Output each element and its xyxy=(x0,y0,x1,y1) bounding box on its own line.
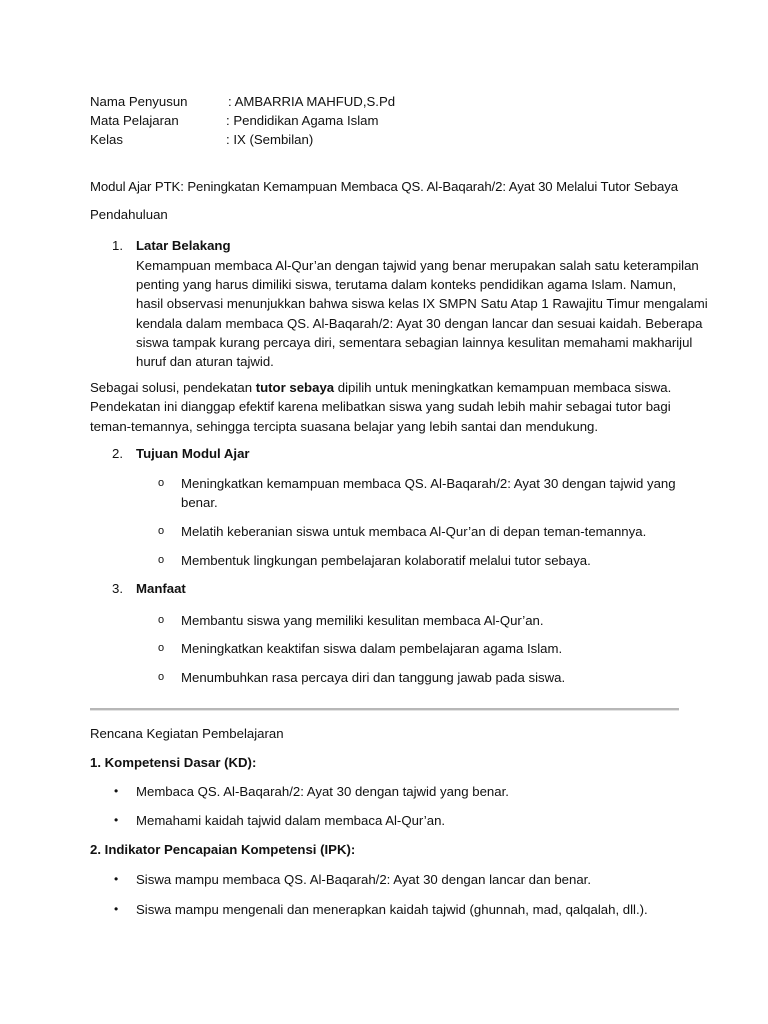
bullet-icon: • xyxy=(114,872,119,886)
background-line: Kemampuan membaca Al-Qur’an dengan tajwid yang benar merupakan salah satu keterampilan xyxy=(136,258,699,273)
ipk-title: 2. Indikator Pencapaian Kompetensi (IPK): xyxy=(90,842,356,857)
bullet-icon: • xyxy=(114,902,119,916)
goals-number: 2. xyxy=(112,446,123,461)
circle-bullet-icon: o xyxy=(158,671,165,683)
background-line: hasil observasi menunjukkan bahwa siswa kelas IX SMPN Satu Atap 1 Rawajitu Timur mengalami xyxy=(136,296,708,312)
background-line: penting yang harus dimiliki siswa, terutama dalam konteks pendidikan agama Islam. Namun, xyxy=(136,277,677,293)
subject-value: : Pendidikan Agama Islam xyxy=(226,113,379,128)
goal-item xyxy=(181,522,646,541)
benefit-item: Menumbuhkan rasa percaya diri dan tanggung jawab pada siswa. xyxy=(181,670,566,685)
background-line: kendala dalam membaca QS. Al-Baqarah/2: Ayat 30 dengan lancar dan sesuai kaidah. Beberapa xyxy=(136,315,703,331)
background-number: 1. xyxy=(112,238,123,253)
goal-item-line: Meningkatkan kemampuan membaca QS. Al-Baqarah/2: Ayat 30 dengan tajwid yang xyxy=(181,476,676,491)
solution-line-2: Pendekatan ini dianggap efektif karena melibatkan siswa yang sudah lebih mahir sebagai tutor bagi xyxy=(90,399,671,415)
solution-paragraph xyxy=(90,378,671,436)
ipk-item: Siswa mampu mengenali dan menerapkan kaidah tajwid (ghunnah, mad, qalqalah, dll.). xyxy=(136,902,648,917)
ipk-item: Siswa mampu membaca QS. Al-Baqarah/2: Ayat 30 dengan lancar dan benar. xyxy=(136,872,591,887)
goal-item-line: Melatih keberanian siswa untuk membaca Al-Qur’an di depan teman-temannya. xyxy=(181,524,647,539)
circle-bullet-icon: o xyxy=(158,554,165,566)
circle-bullet-icon: o xyxy=(158,614,165,626)
module-title: Modul Ajar PTK: Peningkatan Kemampuan Membaca QS. Al-Baqarah/2: Ayat 30 Melalui Tutor Sebaya xyxy=(90,179,678,194)
circle-bullet-icon: o xyxy=(158,477,165,489)
goal-item xyxy=(181,474,676,512)
solution-text-after: dipilih untuk meningkatkan kemampuan membaca siswa. xyxy=(334,380,672,395)
goals-title: Tujuan Modul Ajar xyxy=(136,446,250,461)
kd-title: 1. Kompetensi Dasar (KD): xyxy=(90,755,257,770)
circle-bullet-icon: o xyxy=(158,642,165,654)
background-paragraph xyxy=(136,256,708,371)
plan-heading: Rencana Kegiatan Pembelajaran xyxy=(90,726,284,741)
bullet-icon: • xyxy=(114,813,119,827)
circle-bullet-icon: o xyxy=(158,525,165,537)
class-value: : IX (Sembilan) xyxy=(226,132,314,147)
benefit-item: Meningkatkan keaktifan siswa dalam pembelajaran agama Islam. xyxy=(181,641,563,656)
bullet-icon: • xyxy=(114,784,119,798)
goal-item-line: Membentuk lingkungan pembelajaran kolaboratif melalui tutor sebaya. xyxy=(181,553,591,568)
goal-item-line: benar. xyxy=(181,495,218,510)
background-title: Latar Belakang xyxy=(136,238,231,253)
benefits-number: 3. xyxy=(112,581,123,596)
class-label: Kelas xyxy=(90,132,123,147)
solution-line-1 xyxy=(90,378,671,397)
benefit-item: Membantu siswa yang memiliki kesulitan membaca Al-Qur’an. xyxy=(181,613,544,628)
background-line: siswa tampak kurang percaya diri, sementara sebagian lainnya kesulitan memahami makharijul xyxy=(136,334,693,350)
solution-text-before: Sebagai solusi, pendekatan xyxy=(90,380,256,395)
goal-item xyxy=(181,551,591,570)
solution-line-3: teman-temannya, sehingga tercipta suasana belajar yang lebih santai dan mendukung. xyxy=(90,418,599,434)
benefits-title: Manfaat xyxy=(136,581,186,596)
divider xyxy=(90,708,679,711)
subject-label: Mata Pelajaran xyxy=(90,113,179,128)
solution-keyword: tutor sebaya xyxy=(255,380,335,395)
author-value: : AMBARRIA MAHFUD,S.Pd xyxy=(228,94,396,109)
background-line: huruf dan aturan tajwid. xyxy=(136,354,274,370)
author-label: Nama Penyusun xyxy=(90,94,188,109)
kd-item: Membaca QS. Al-Baqarah/2: Ayat 30 dengan tajwid yang benar. xyxy=(136,784,509,799)
kd-item: Memahami kaidah tajwid dalam membaca Al-Qur’an. xyxy=(136,813,446,828)
intro-heading: Pendahuluan xyxy=(90,207,168,222)
